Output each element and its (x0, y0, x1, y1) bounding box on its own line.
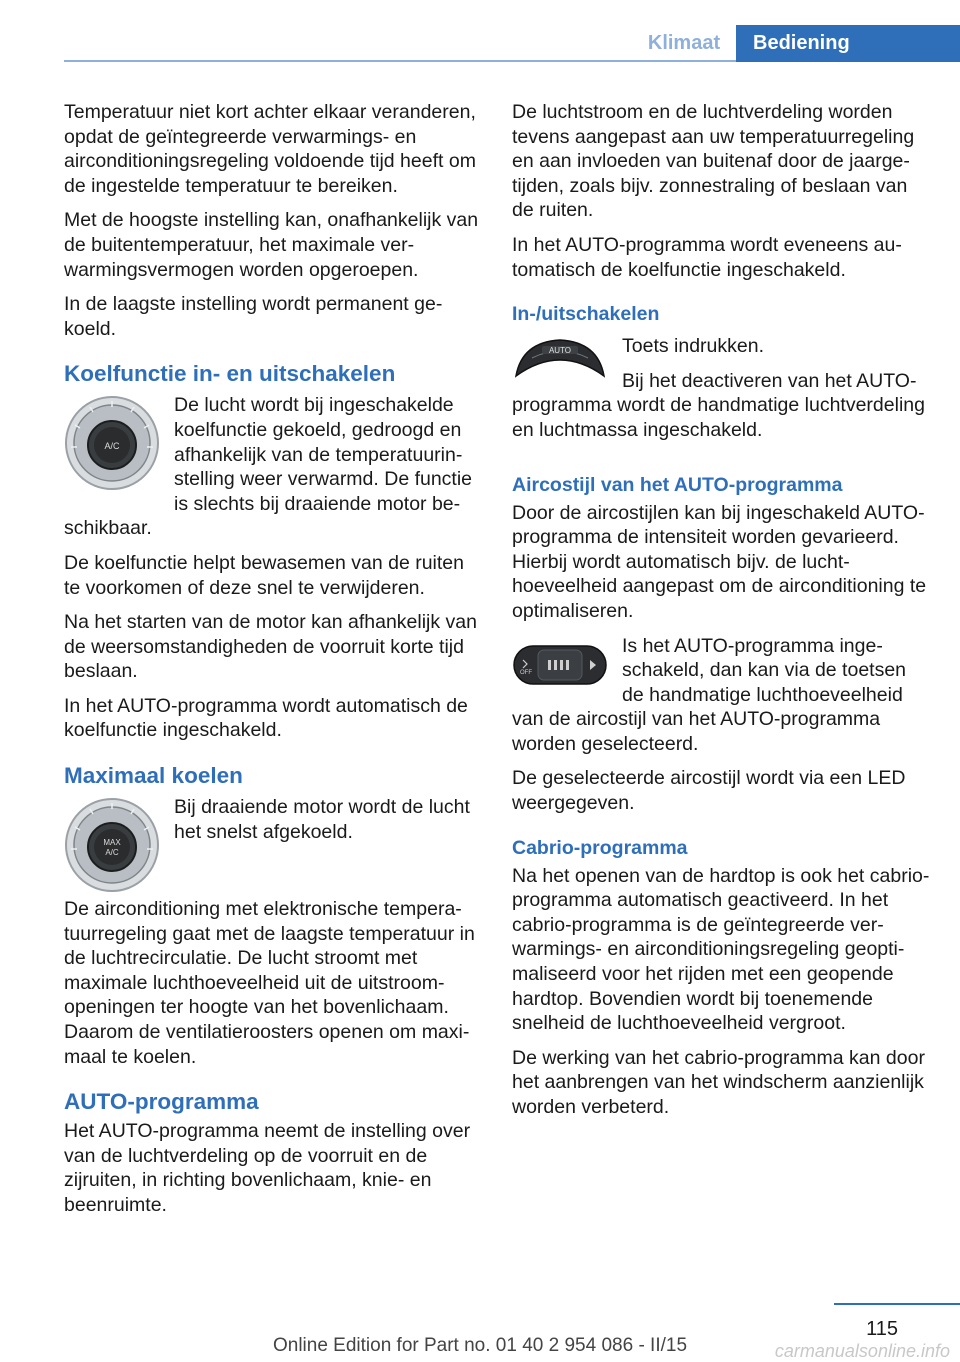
intro-paragraph-2: Met de hoogste instelling kan, onafhankelijk van de buitentemperatuur, het maximale verwarmingsvermogen worden opgeroepen. (64, 209, 479, 281)
koelfunctie-paragraph-2: De koelfunctie helpt bewasemen van de ruiten te voorkomen of deze snel te verwijderen. (64, 551, 464, 599)
maximaal-paragraph-2: De airconditioning met elektronische temperatuurregeling gaat met de laagste temperatuur in de luchtrecirculatie. De lucht stroomt met maximale luchthoeveelheid uit de uitstroomopeningen ter hoogte van het bovenlichaam. Daarom de ventilatieroosters openen om maximaal te koelen. (64, 898, 475, 1068)
tab-klimaat[interactable]: Klimaat (647, 32, 721, 54)
ac-knob-label: A/C (104, 441, 120, 452)
heading-maximaal-koelen: Maximaal koelen (64, 763, 243, 789)
watermark: carmanualsonline.info (774, 1341, 950, 1361)
heading-koelfunctie: Koelfunctie in- en uitschakelen (64, 361, 396, 387)
aircostijl-button-image (512, 640, 608, 690)
heading-aircostijl: Aircostijl van het AUTO-programma (512, 473, 843, 496)
auto-button-label: AUTO (548, 346, 572, 356)
max-knob-label-1: MAX (103, 838, 121, 848)
footer-edition: Online Edition for Part no. 01 40 2 954 086 - II/15 (272, 1335, 688, 1356)
intro-paragraph-3: In de laagste instelling wordt permanent gekoeld. (64, 293, 443, 340)
page-number: 115 (866, 1318, 898, 1340)
heading-in-uitschakelen: In-/uitschakelen (512, 303, 660, 326)
heading-cabrio-programma: Cabrio-programma (512, 836, 688, 859)
maximaal-paragraph-1: Bij draaiende motor wordt de lucht het snelst afgekoeld. (174, 796, 470, 843)
max-knob-label-2: A/C (105, 848, 119, 858)
auto-button-image (512, 336, 608, 380)
right-paragraph-1: De luchtstroom en de luchtverdeling worden tevens aangepast aan uw temperatuurregeling en aan invloeden van buitenaf door de jaargetijden, zoals bijv. zonnestraling of beslaan van de ruiten. (512, 101, 915, 222)
aircostijl-paragraph-2: Is het AUTO-programma ingeschakeld, dan kan via de toetsen de handmatige luchthoeveelheid van de aircostijl van het AUTO-programma worden geselecteerd. (512, 634, 907, 755)
koelfunctie-paragraph-1: De lucht wordt bij ingeschakelde koelfunctie gekoeld, gedroogd en afhankelijk van de temperatuurinstelling weer verwarmd. De functie is slechts bij draaiende motor beschikbaar. (64, 394, 473, 540)
auto-paragraph-1: Het AUTO-programma neemt de instelling over van de luchtverdeling op de voorruit en de zijruiten, in richting bovenlichaam, knie- en beenruimte. (64, 1120, 471, 1216)
ac-knob-image (64, 395, 160, 491)
right-paragraph-2: In het AUTO-programma wordt eveneens automatisch de koelfunctie ingeschakeld. (512, 233, 902, 281)
koelfunctie-paragraph-4: In het AUTO-programma wordt automatisch de koelfunctie ingeschakeld. (64, 694, 468, 742)
left-column (64, 100, 482, 1228)
inuit-paragraph-2: Bij het deactiveren van het AUTO-programma wordt de handmatige luchtverdeling en luchtmassa ingeschakeld. (512, 369, 925, 441)
cabrio-paragraph-2: De werking van het cabrio-programma kan door het aanbrengen van het windscherm aanzienlijk worden verbeterd. (512, 1046, 925, 1118)
footer-rule (834, 1303, 960, 1305)
right-column (512, 100, 930, 1130)
cabrio-paragraph-1: Na het openen van de hardtop is ook het cabrio-programma automatisch geactiveerd. In het cabrio-programma is de geïntegreerde verwarmings- en airconditioningsregeling geoptimaliseerd voor het rijden met een geopende hardtop. Bovendien wordt bij toenemende snelheid de luchthoeveelheid vergroot. (512, 864, 930, 1035)
intro-paragraph-1: Temperatuur niet kort achter elkaar veranderen, opdat de geïntegreerde verwarmings- en airconditioningsregeling voldoende tijd heeft om de ingestelde temperatuur te bereiken. (64, 101, 476, 197)
max-ac-knob-image (64, 797, 160, 893)
inuit-paragraph-1: Toets indrukken. (622, 335, 764, 358)
koelfunctie-paragraph-3: Na het starten van de motor kan afhankelijk van de weersomstandigheden de voorruit korte tijd beslaan. (64, 611, 477, 683)
off-button-label: OFF (520, 669, 532, 676)
aircostijl-paragraph-3: De geselecteerde aircostijl wordt via een LED weergegeven. (512, 767, 906, 815)
aircostijl-paragraph-1: Door de aircostijlen kan bij ingeschakeld AUTO-programma de intensiteit worden gevarieerd. Hierbij wordt automatisch bijv. de luchthoeveelheid aangepast om de airconditioning te optimaliseren. (512, 501, 927, 622)
heading-auto-programma: AUTO-programma (64, 1089, 259, 1115)
tab-bediening[interactable]: Bediening (736, 25, 960, 62)
